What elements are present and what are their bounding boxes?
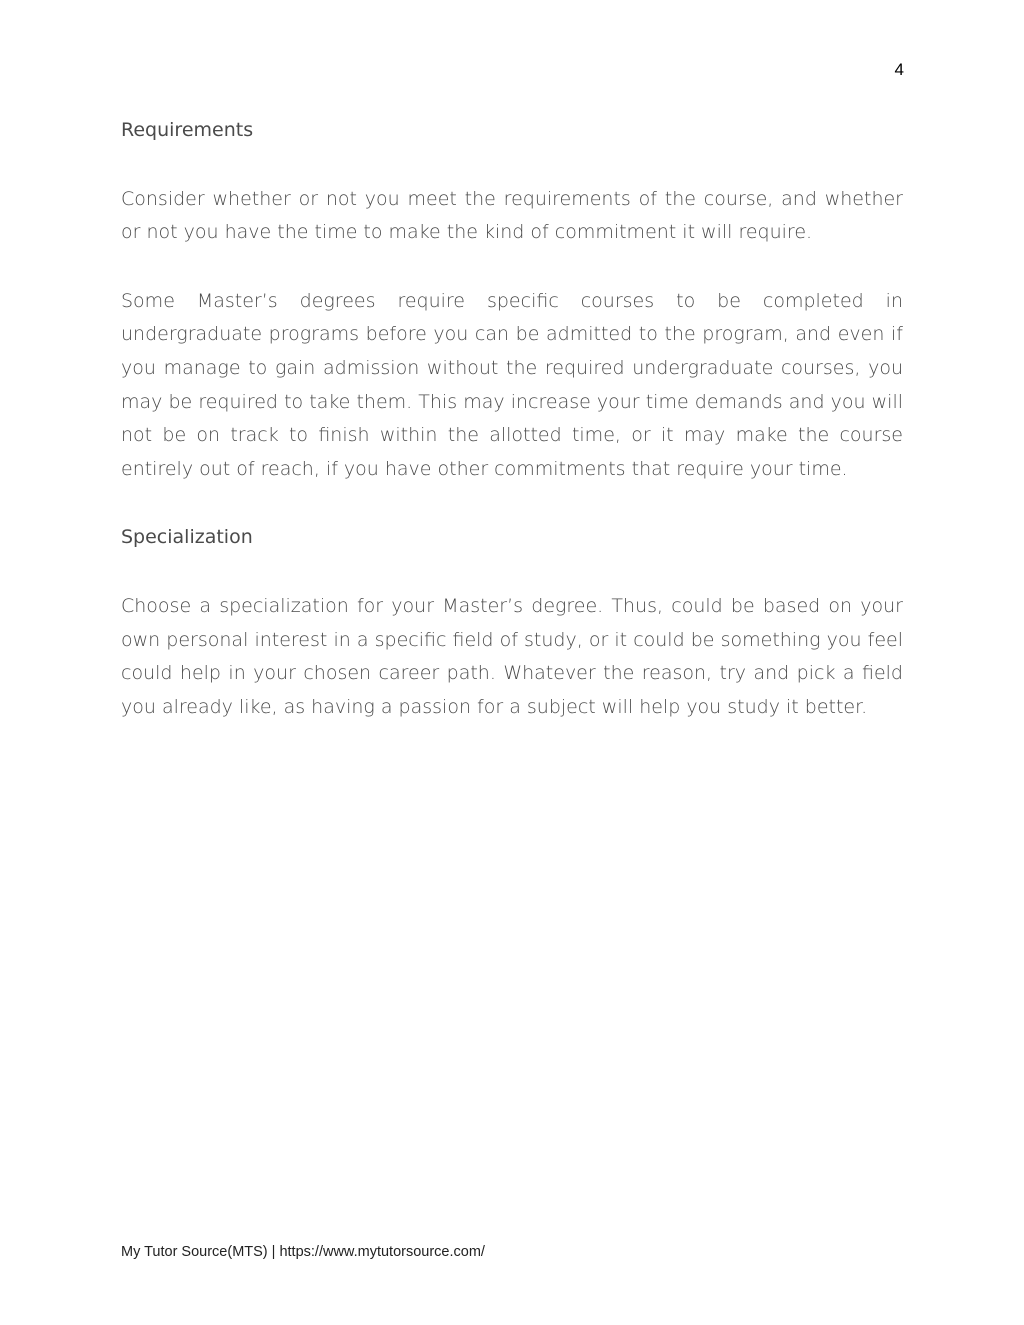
paragraph: Some Master’s degrees require specific courses to be completed in undergraduate programs before you can be admitted to the program, and even if you manage to gain admission without the required undergraduate courses, you may be required to take them. This may increase your time demands and you will not be on track to finish within the allotted time, or it may make the course entirely out of reach, if you have other commitments that require your time. bbox=[121, 289, 903, 480]
page-number: 4 bbox=[894, 60, 904, 79]
section-heading-specialization: Specialization bbox=[121, 526, 253, 549]
page-footer: My Tutor Source(MTS) | https://www.mytutorsource.com/ bbox=[121, 1244, 485, 1260]
paragraph: Choose a specialization for your Master’s degree. Thus, could be based on your own personal interest in a specific field of study, or it could be something you feel could help in your chosen career path. Whatever the reason, try and pick a field you already like, as having a passion for a subject will help you study it better. bbox=[121, 594, 903, 718]
section-heading-requirements: Requirements bbox=[121, 119, 254, 141]
paragraph: Consider whether or not you meet the requirements of the course, and whether or not you have the time to make the kind of commitment it will require. bbox=[121, 187, 903, 244]
page-content bbox=[121, 114, 903, 759]
